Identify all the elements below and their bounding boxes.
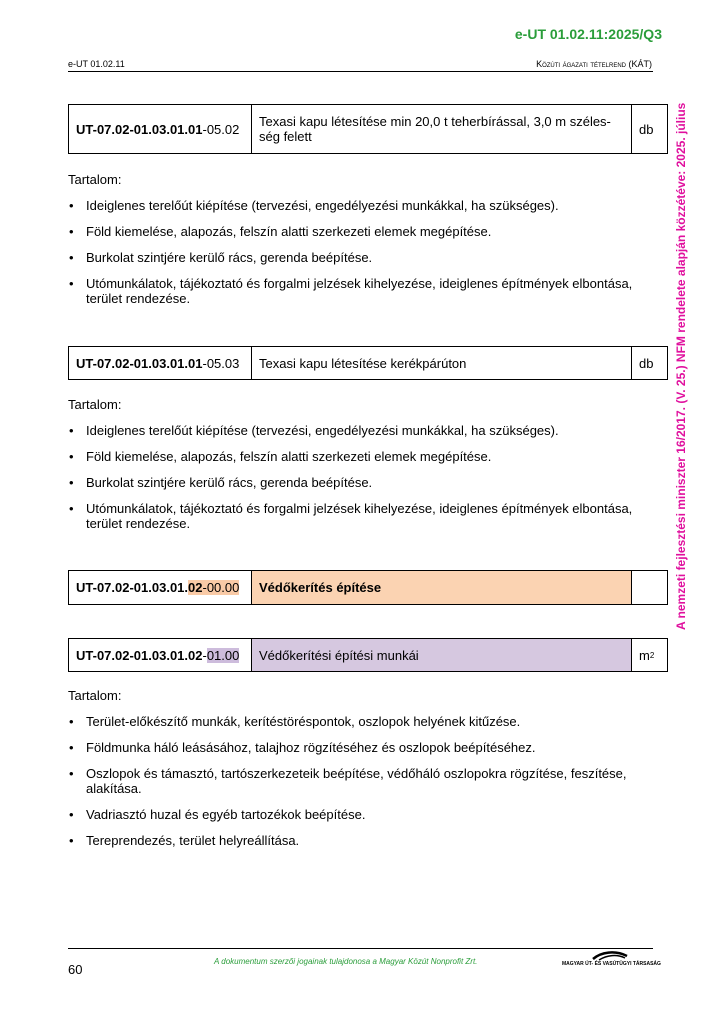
item-code-highlight: 01.00 xyxy=(206,647,240,663)
item-code xyxy=(69,347,252,379)
content-label: Tartalom: xyxy=(68,172,122,187)
header-left: e-UT 01.02.11 xyxy=(68,59,125,69)
item-code-main: UT-07.02-01.03.01.01 xyxy=(76,121,203,137)
item-code-main: UT-07.02-01.03.01.01 xyxy=(76,355,203,371)
item-unit: db xyxy=(639,355,654,371)
list-item: • Utómunkálatok, tájékoztató és forgalmi jelzések kihelyezése, ideiglenes építmények elbontása, terület rendezése. xyxy=(68,276,658,306)
header-divider xyxy=(68,71,653,72)
item-code-main: UT-07.02-01.03.01.02 xyxy=(76,647,203,663)
list-item: • Terület-előkészítő munkák, kerítéstöréspontok, oszlopok helyének kitűzése. xyxy=(68,714,658,729)
list-item: • Föld kiemelése, alapozás, felszín alatti szerkezeti elemek megépítése. xyxy=(68,449,658,464)
content-list-1 xyxy=(68,198,658,317)
item-code xyxy=(69,105,252,153)
item-row-02-00-00 xyxy=(68,570,668,605)
content-list-2 xyxy=(68,423,658,542)
item-title: Védőkerítési építési munkái xyxy=(252,639,632,671)
document-code: e-UT 01.02.11:2025/Q3 xyxy=(514,26,662,42)
item-row-05-02 xyxy=(68,104,668,154)
copyright-notice: A dokumentum szerzői jogainak tulajdonosa a Magyar Közút Nonprofit Zrt. xyxy=(214,957,478,966)
item-code-dash: - xyxy=(202,647,207,663)
content-label: Tartalom: xyxy=(68,688,122,703)
header-right: Közúti ágazati tételrend (KÁT) xyxy=(536,59,652,69)
item-unit xyxy=(632,571,667,604)
item-code-suffix: -05.03 xyxy=(202,355,240,371)
unit-exponent: 2 xyxy=(649,650,655,660)
item-code-highlight: 02 xyxy=(188,580,203,595)
list-item: • Burkolat szintjére kerülő rács, gerenda beépítése. xyxy=(68,250,658,265)
item-code-suffix: -00.00 xyxy=(202,580,240,595)
content-label: Tartalom: xyxy=(68,397,122,412)
item-row-02-01-00 xyxy=(68,638,668,672)
list-item: • Utómunkálatok, tájékoztató és forgalmi jelzések kihelyezése, ideiglenes építmények elbontása, terület rendezése. xyxy=(68,501,658,531)
item-code-suffix: -05.02 xyxy=(202,121,240,137)
item-code-main: UT-07.02-01.03.01. xyxy=(76,580,189,595)
list-item: • Tereprendezés, terület helyreállítása. xyxy=(68,833,658,848)
item-row-05-03 xyxy=(68,346,668,380)
side-publication-note: A nemzeti fejlesztési miniszter 16/2017. (V. 25.) NFM rendelete alapján közzétéve: 2025. július xyxy=(674,102,688,630)
item-title: Texasi kapu létesítése kerékpárúton xyxy=(252,347,632,379)
logo-text: MAGYAR ÚT- ÉS VASÚTÜGYI TÁRSASÁG xyxy=(562,961,661,967)
item-code xyxy=(69,571,252,604)
list-item: • Oszlopok és támasztó, tartószerkezeteik beépítése, védőháló oszlopokra rögzítése, feszítése, alakítása. xyxy=(68,766,658,796)
list-item: • Ideiglenes terelőút kiépítése (tervezési, engedélyezési munkákkal, ha szükséges). xyxy=(68,423,658,438)
list-item: • Föld kiemelése, alapozás, felszín alatti szerkezeti elemek megépítése. xyxy=(68,224,658,239)
page-number: 60 xyxy=(68,962,83,977)
item-unit xyxy=(632,639,667,671)
item-unit: db xyxy=(639,121,654,137)
list-item: • Burkolat szintjére kerülő rács, gerenda beépítése. xyxy=(68,475,658,490)
footer-divider xyxy=(68,948,653,949)
item-title: Védőkerítés építése xyxy=(252,571,632,604)
item-code xyxy=(69,639,252,671)
item-title: Texasi kapu létesítése min 20,0 t teherbírással, 3,0 m széles-ség felett xyxy=(252,105,632,153)
unit-base: m xyxy=(639,647,650,663)
content-list-3 xyxy=(68,714,658,859)
list-item: • Földmunka háló leásásához, talajhoz rögzítéséhez és oszlopok beépítéséhez. xyxy=(68,740,658,755)
list-item: • Ideiglenes terelőút kiépítése (tervezési, engedélyezési munkákkal, ha szükséges). xyxy=(68,198,658,213)
list-item: • Vadriasztó huzal és egyéb tartozékok beépítése. xyxy=(68,807,658,822)
